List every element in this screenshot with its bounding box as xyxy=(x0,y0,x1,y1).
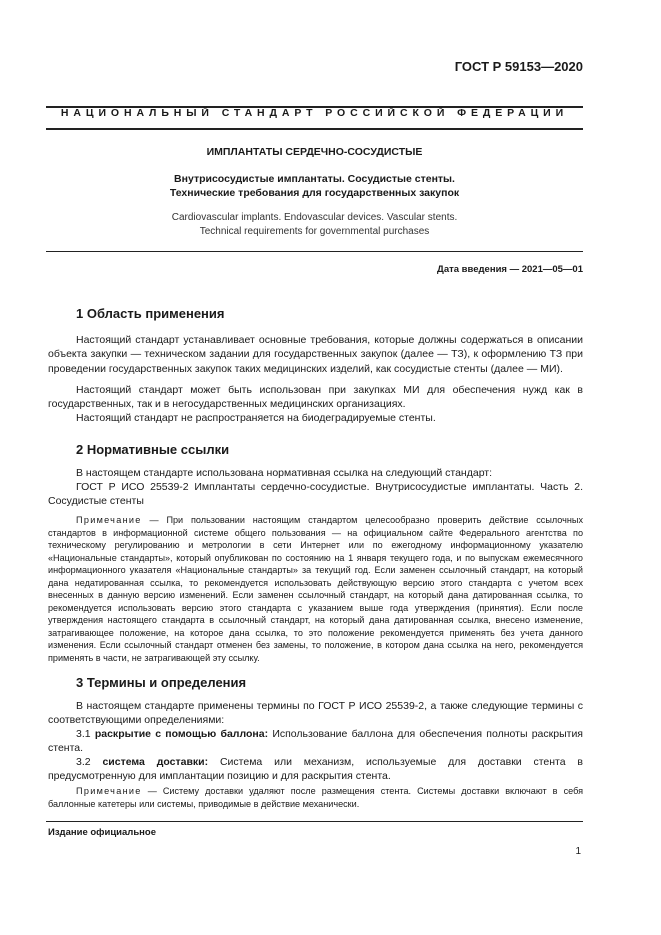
section-3-heading: 3 Термины и определения xyxy=(76,675,247,690)
national-standard-banner: НАЦИОНАЛЬНЫЙ СТАНДАРТ РОССИЙСКОЙ ФЕДЕРАЦИИ xyxy=(60,107,569,119)
section-2-note: Примечание — При пользовании настоящим стандартом целесообразно проверить действие ссылочных стандартов в информационной системе общего пользования — на официальном сайте Федерального агентства по техническому регулированию и метрологии в сети Интернет или по ежегодному информационному указателю «Национальные стандарты», который опубликован по состоянию на 1 января текущего года, и по выпускам ежемесячного информационного указателя «Национальные стандарты» за текущий год. Если заменен ссылочный стандарт, на который дана недатированная ссылка, то рекомендуется использовать действующую версию этого стандарта с учетом всех внесенных в данную версию изменений. Если заменен ссылочный стандарт, на который дана датированная ссылка, то рекомендуется использовать версию этого стандарта с указанием выше года утверждения (принятия). Если после утверждения настоящего стандарта в ссылочный стандарт, на который дана датированная ссылка, внесено изменение, затрагивающее положение, на которое дана ссылка, то это положение рекомендуется применять без учета данного изменения. Если ссылочный стандарт отменен без замены, то положение, в котором дана ссылка на него, рекомендуется применять в части, не затрагивающей эту ссылку. xyxy=(48,515,583,663)
footer-divider xyxy=(46,821,583,822)
section-3-note: Примечание — Систему доставки удаляют после размещения стента. Системы доставки включают в себя баллонные катетеры или системы, приводимые в действие механически. xyxy=(48,786,583,809)
document-title: ИМПЛАНТАТЫ СЕРДЕЧНО-СОСУДИСТЫЕ xyxy=(206,146,423,158)
subtitle-line-2: Технические требования для государственных закупок xyxy=(169,187,460,199)
section-3-paragraph-1: В настоящем стандарте применены термины по ГОСТ Р ИСО 25539-2, а также следующие термины с соответствующими определениями: xyxy=(48,700,583,727)
section-2-paragraph-1: В настоящем стандарте использована нормативная ссылка на следующий стандарт: xyxy=(76,467,493,479)
document-code: ГОСТ Р 59153—2020 xyxy=(454,59,583,74)
official-edition-label: Издание официальное xyxy=(48,827,156,838)
term-3-2: 3.2 система доставки: Система или механизм, используемые для доставки стента в предусмотренную для имплантации позицию и для раскрытия стента. xyxy=(48,756,583,783)
section-1-paragraph-2: Настоящий стандарт может быть использован при закупках МИ для обеспечения нужд как в государственных, так и в негосударственных медицинских организациях. xyxy=(48,384,583,411)
note-label: Примечание xyxy=(76,786,142,796)
section-2-heading: 2 Нормативные ссылки xyxy=(76,442,230,457)
section-1-paragraph-1: Настоящий стандарт устанавливает основные требования, которые должны содержаться в описании объекта закупки — техническом задании для государственных закупок (далее — ТЗ), к оформлению ТЗ при проведении государственных закупок таких медицинских изделий, как сосудистые стенты (далее — МИ). xyxy=(48,334,583,375)
subtitle-line-1: Внутрисосудистые имплантаты. Сосудистые стенты. xyxy=(174,173,455,185)
section-1-heading: 1 Область применения xyxy=(76,306,225,321)
divider-line xyxy=(46,251,583,252)
referenced-standard: ГОСТ Р ИСО 25539-2 Имплантаты сердечно-сосудистые. Внутрисосудистые имплантаты. Часть 2. Сосудистые стенты xyxy=(48,481,583,508)
document-subtitle xyxy=(46,172,583,200)
english-title-line-2: Technical requirements for governmental purchases xyxy=(199,225,430,237)
term-3-1-name: раскрытие с помощью баллона: xyxy=(94,728,269,740)
english-title-line-1: Cardiovascular implants. Endovascular devices. Vascular stents. xyxy=(171,212,458,223)
english-title xyxy=(46,211,583,238)
term-3-2-name: система доставки: xyxy=(102,756,209,768)
introduction-date: Дата введения — 2021—05—01 xyxy=(437,264,583,275)
note-label: Примечание xyxy=(76,515,142,525)
term-3-1: 3.1 раскрытие с помощью баллона: Использование баллона для обеспечения полноты раскрытия стента. xyxy=(48,728,583,755)
page-number: 1 xyxy=(575,846,581,857)
section-1-paragraph-3: Настоящий стандарт не распространяется на биодеградируемые стенты. xyxy=(76,412,436,424)
